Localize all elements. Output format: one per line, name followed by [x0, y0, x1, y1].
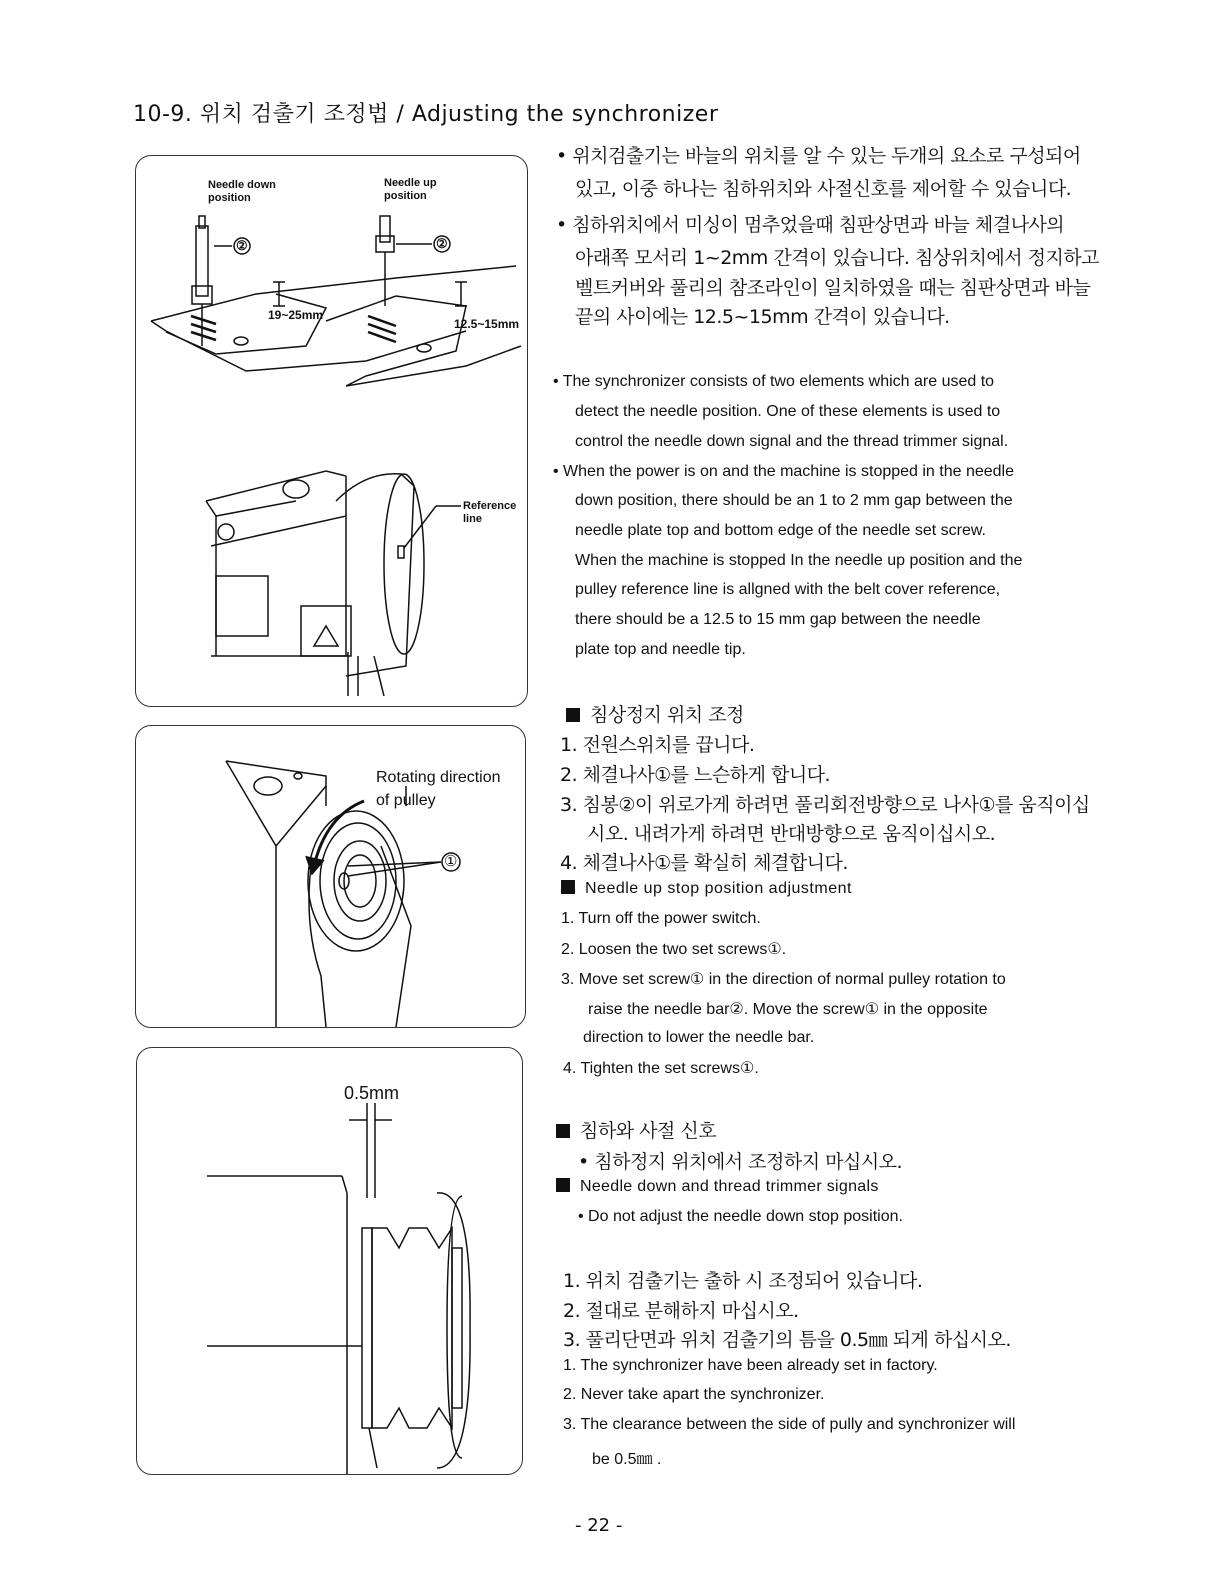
- factory-ko-2: 2. 절대로 분해하지 마십시오.: [563, 1300, 799, 1322]
- heading-bullet-square: [556, 1124, 570, 1138]
- needle-up-ko-heading: [566, 700, 744, 727]
- figure-needle-positions: [135, 155, 528, 707]
- en-intro-line-1: • The synchronizer consists of two elements which are used to: [553, 373, 995, 390]
- heading-bullet-square: [556, 1178, 570, 1192]
- needle-down-en-heading-text: Needle down and thread trimmer signals: [580, 1178, 879, 1195]
- needle-up-en-heading: [561, 880, 852, 898]
- needle-down-ko-heading-text: 침하와 사절 신호: [580, 1120, 717, 1142]
- needle-up-en-step-3-cont: raise the needle bar②. Move the screw① in the opposite: [588, 1001, 988, 1018]
- synchronizer-gap-drawing: [137, 1048, 522, 1474]
- heading-bullet-square: [561, 880, 575, 894]
- ko-intro-line-5: 벨트커버와 풀리의 참조라인이 일치하였을 때는 침판상면과 바늘: [575, 277, 1091, 299]
- ko-intro-line-1: • 위치검출기는 바늘의 위치를 알 수 있는 두개의 요소로 구성되어: [556, 145, 1081, 167]
- needle-up-label: Needle up position: [384, 177, 437, 202]
- ko-intro-line-6: 끝의 사이에는 12.5~15mm 간격이 있습니다.: [575, 306, 950, 328]
- factory-ko-1: 1. 위치 검출기는 출하 시 조정되어 있습니다.: [563, 1270, 923, 1292]
- needle-up-ko-step-3: 3. 침봉②이 위로가게 하려면 풀리회전방향으로 나사①를 움직이십: [560, 794, 1090, 816]
- en-intro-line-5: down position, there should be an 1 to 2 mm gap between the: [575, 492, 1013, 509]
- factory-en-1: 1. The synchronizer have been already set in factory.: [563, 1357, 938, 1374]
- reference-line-label: Reference line: [463, 500, 517, 525]
- needle-up-ko-step-2: 2. 체결나사①를 느슨하게 합니다.: [560, 764, 831, 786]
- en-intro-line-6: needle plate top and bottom edge of the needle set screw.: [575, 522, 986, 539]
- en-intro-line-7: When the machine is stopped In the needle up position and the: [575, 552, 1023, 569]
- needle-up-ko-step-4: 4. 체결나사①를 확실히 체결합니다.: [560, 852, 848, 874]
- dimension-left: 19~25mm: [268, 308, 324, 322]
- figure-pulley-rotation: [135, 725, 526, 1028]
- en-intro-line-3: control the needle down signal and the thread trimmer signal.: [575, 433, 1009, 450]
- ko-intro-line-4: 아래쪽 모서리 1~2mm 간격이 있습니다. 침상위치에서 정지하고: [575, 247, 1100, 269]
- dimension-right: 12.5~15mm: [454, 317, 520, 331]
- en-intro-line-2: detect the needle position. One of these elements is used to: [575, 403, 1001, 420]
- needle-down-label: Needle down position: [208, 179, 276, 204]
- factory-en-3: 3. The clearance between the side of pully and synchronizer will: [563, 1416, 1016, 1433]
- factory-ko-3: 3. 풀리단면과 위치 검출기의 틈을 0.5㎜ 되게 하십시오.: [563, 1329, 1011, 1351]
- rotating-direction-label: Rotating direction of pulley: [376, 769, 501, 809]
- en-intro-line-8: pulley reference line is allgned with the belt cover reference,: [575, 581, 1001, 598]
- factory-en-2: 2. Never take apart the synchronizer.: [563, 1386, 825, 1403]
- needle-down-ko-bullet: • 침하정지 위치에서 조정하지 마십시오.: [578, 1151, 903, 1173]
- needle-up-en-step-3-cont-2: direction to lower the needle bar.: [583, 1029, 815, 1046]
- gap-dimension-label: 0.5mm: [344, 1083, 400, 1103]
- needle-up-en-step-2: 2. Loosen the two set screws①.: [561, 941, 787, 958]
- ko-intro-line-2: 있고, 이중 하나는 침하위치와 사절신호를 제어할 수 있습니다.: [575, 178, 1072, 200]
- figure-synchronizer-gap: [136, 1047, 523, 1475]
- needle-down-en-heading: [556, 1178, 879, 1196]
- needle-up-ko-step-3-cont: 시오. 내려가게 하려면 반대방향으로 움직이십시오.: [587, 823, 996, 845]
- needle-up-en-step-4: 4. Tighten the set screws①.: [563, 1060, 759, 1077]
- factory-en-3-cont: be 0.5㎜ .: [592, 1451, 662, 1468]
- heading-bullet-square: [566, 708, 580, 722]
- page-number: - 22 -: [575, 1515, 623, 1536]
- needle-position-drawing: [136, 156, 527, 706]
- needle-up-ko-step-1: 1. 전원스위치를 끕니다.: [560, 734, 755, 756]
- callout-one: ①: [444, 853, 458, 870]
- callout-two-left: ②: [236, 238, 248, 253]
- needle-down-ko-heading: [556, 1116, 716, 1143]
- page-title: 10-9. 위치 검출기 조정법 / Adjusting the synchronizer: [133, 102, 719, 127]
- needle-down-en-bullet: • Do not adjust the needle down stop position.: [578, 1208, 903, 1225]
- en-intro-line-10: plate top and needle tip.: [575, 641, 746, 658]
- ko-intro-line-3: • 침하위치에서 미싱이 멈추었을때 침판상면과 바늘 체결나사의: [556, 214, 1065, 236]
- callout-two-right: ②: [436, 236, 448, 251]
- needle-up-ko-heading-text: 침상정지 위치 조정: [590, 704, 744, 726]
- en-intro-line-9: there should be a 12.5 to 15 mm gap between the needle: [575, 611, 981, 628]
- needle-up-en-step-1: 1. Turn off the power switch.: [561, 910, 761, 927]
- needle-up-en-heading-text: Needle up stop position adjustment: [585, 880, 852, 897]
- needle-up-en-step-3: 3. Move set screw① in the direction of normal pulley rotation to: [561, 971, 1006, 988]
- en-intro-line-4: • When the power is on and the machine is stopped in the needle: [553, 463, 1015, 480]
